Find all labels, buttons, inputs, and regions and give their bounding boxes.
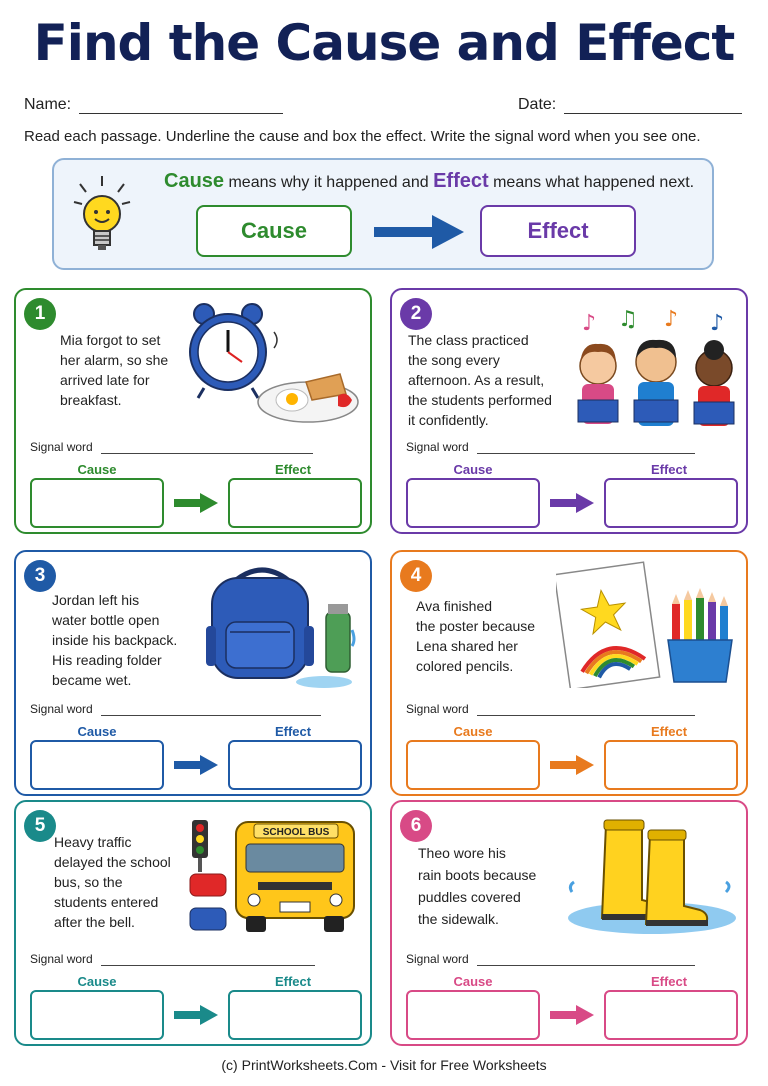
passage-line: became wet.: [52, 672, 132, 688]
passage-line: the sidewalk.: [418, 911, 499, 927]
passage-line: Jordan left his: [52, 592, 140, 608]
signal-word-line[interactable]: [477, 706, 695, 716]
passage-line: His reading folder: [52, 652, 162, 668]
name-field[interactable]: [24, 96, 283, 114]
passage-text: [52, 590, 177, 690]
arrow-right-icon: [174, 755, 218, 775]
card-number: 6: [400, 810, 432, 842]
effect-label: Effect: [650, 724, 688, 739]
signal-word-line[interactable]: [101, 444, 313, 454]
effect-answer-box[interactable]: [604, 740, 738, 790]
cause-label: Cause: [453, 974, 493, 989]
passage-line: bus, so the: [54, 874, 123, 890]
signal-word-field[interactable]: [30, 440, 313, 454]
passage-text: [418, 842, 536, 930]
arrow-right-icon: [174, 1005, 218, 1025]
effect-answer-box[interactable]: [604, 478, 738, 528]
passage-line: afternoon. As a result,: [408, 372, 545, 388]
passage-line: Heavy traffic: [54, 834, 132, 850]
card-number: 4: [400, 560, 432, 592]
effect-answer-box[interactable]: [604, 990, 738, 1040]
passage-line: Mia forgot to set: [60, 332, 161, 348]
signal-word-line[interactable]: [477, 956, 695, 966]
footer-credit: (c) PrintWorksheets.Com - Visit for Free Worksheets: [221, 1057, 547, 1073]
svg-text:♫: ♫: [618, 307, 638, 332]
card-number: 2: [400, 298, 432, 330]
key-cause-box: Cause: [196, 205, 352, 257]
instructions: Read each passage. Underline the cause and box the effect. Write the signal word when you see one.: [24, 128, 701, 145]
alarm-clock-breakfast-illustration: [188, 302, 360, 424]
passage-line: water bottle open: [52, 612, 160, 628]
date-label: Date:: [518, 96, 557, 113]
effect-label: Effect: [274, 462, 312, 477]
cause-answer-box[interactable]: [30, 478, 164, 528]
card-number: 3: [24, 560, 56, 592]
traffic-school-bus-illustration: [188, 816, 364, 938]
passage-line: The class practiced: [408, 332, 529, 348]
passage-text: [416, 596, 535, 676]
key-effect-word: Effect: [433, 170, 489, 192]
passage-line: inside his backpack.: [52, 632, 178, 648]
card-number: 5: [24, 810, 56, 842]
passage-card-1: [14, 288, 372, 534]
key-mid-text: means why it happened and: [224, 174, 434, 191]
passage-line: students entered: [54, 894, 159, 910]
passage-line: the students performed: [408, 392, 552, 408]
cause-answer-box[interactable]: [30, 740, 164, 790]
cause-label: Cause: [453, 462, 493, 477]
cause-label: Cause: [77, 724, 117, 739]
cause-label: Cause: [77, 974, 117, 989]
effect-label: Effect: [274, 724, 312, 739]
poster-colored-pencils-illustration: [556, 560, 736, 688]
passage-line: breakfast.: [60, 392, 122, 408]
singing-students-illustration: [572, 304, 742, 432]
cause-label: Cause: [77, 462, 117, 477]
signal-word-field[interactable]: [406, 702, 695, 716]
card-number: 1: [24, 298, 56, 330]
signal-word-label: Signal word: [30, 440, 93, 454]
signal-word-line[interactable]: [101, 706, 321, 716]
arrow-right-icon: [374, 215, 464, 249]
svg-text:♪: ♪: [710, 311, 725, 336]
passage-line: her alarm, so she: [60, 352, 169, 368]
cause-answer-box[interactable]: [406, 990, 540, 1040]
signal-word-label: Signal word: [30, 952, 93, 966]
backpack-water-bottle-illustration: [202, 560, 362, 692]
lightbulb-icon: [72, 174, 132, 260]
arrow-right-icon: [174, 493, 218, 513]
effect-label: Effect: [650, 462, 688, 477]
cause-answer-box[interactable]: [406, 478, 540, 528]
passage-card-6: [390, 800, 748, 1046]
key-definition: [164, 170, 694, 193]
signal-word-label: Signal word: [406, 440, 469, 454]
signal-word-line[interactable]: [101, 956, 315, 966]
date-field[interactable]: [518, 96, 742, 114]
bus-sign: SCHOOL BUS: [262, 827, 330, 838]
passage-line: Lena shared her: [416, 638, 518, 654]
passage-line: colored pencils.: [416, 658, 514, 674]
passage-line: the song every: [408, 352, 500, 368]
svg-text:♪: ♪: [582, 311, 597, 336]
effect-label: Effect: [274, 974, 312, 989]
signal-word-field[interactable]: [406, 440, 695, 454]
cause-answer-box[interactable]: [30, 990, 164, 1040]
rain-boots-puddle-illustration: [562, 812, 736, 940]
signal-word-label: Signal word: [406, 702, 469, 716]
passage-line: arrived late for: [60, 372, 150, 388]
arrow-right-icon: [550, 493, 594, 513]
signal-word-field[interactable]: [30, 702, 321, 716]
passage-card-2: [390, 288, 748, 534]
signal-word-label: Signal word: [30, 702, 93, 716]
passage-line: delayed the school: [54, 854, 171, 870]
date-line[interactable]: [564, 100, 742, 114]
passage-line: rain boots because: [418, 867, 537, 883]
passage-card-5: [14, 800, 372, 1046]
arrow-right-icon: [550, 755, 594, 775]
signal-word-field[interactable]: [406, 952, 695, 966]
effect-label: Effect: [650, 974, 688, 989]
passage-line: Ava finished: [416, 598, 493, 614]
passage-text: [60, 330, 168, 410]
cause-effect-key: [52, 158, 714, 270]
name-line[interactable]: [79, 100, 283, 114]
passage-line: Theo wore his: [418, 845, 506, 861]
passage-line: puddles covered: [418, 889, 521, 905]
cause-label: Cause: [453, 724, 493, 739]
passage-text: [54, 832, 171, 932]
svg-text:♪: ♪: [664, 307, 679, 332]
key-end-text: means what happened next.: [488, 174, 695, 191]
name-label: Name:: [24, 96, 72, 113]
passage-card-4: [390, 550, 748, 796]
passage-line: after the bell.: [54, 914, 135, 930]
key-cause-word: Cause: [164, 170, 225, 192]
effect-answer-box[interactable]: [228, 990, 362, 1040]
effect-answer-box[interactable]: [228, 478, 362, 528]
passage-line: the poster because: [416, 618, 536, 634]
passage-card-3: [14, 550, 372, 796]
key-effect-box: Effect: [480, 205, 636, 257]
page-title: Find the Cause and Effect: [33, 14, 735, 72]
signal-word-field[interactable]: [30, 952, 315, 966]
effect-answer-box[interactable]: [228, 740, 362, 790]
passage-line: it confidently.: [408, 412, 489, 428]
cause-answer-box[interactable]: [406, 740, 540, 790]
arrow-right-icon: [550, 1005, 594, 1025]
signal-word-line[interactable]: [477, 444, 695, 454]
passage-text: [408, 330, 552, 430]
signal-word-label: Signal word: [406, 952, 469, 966]
